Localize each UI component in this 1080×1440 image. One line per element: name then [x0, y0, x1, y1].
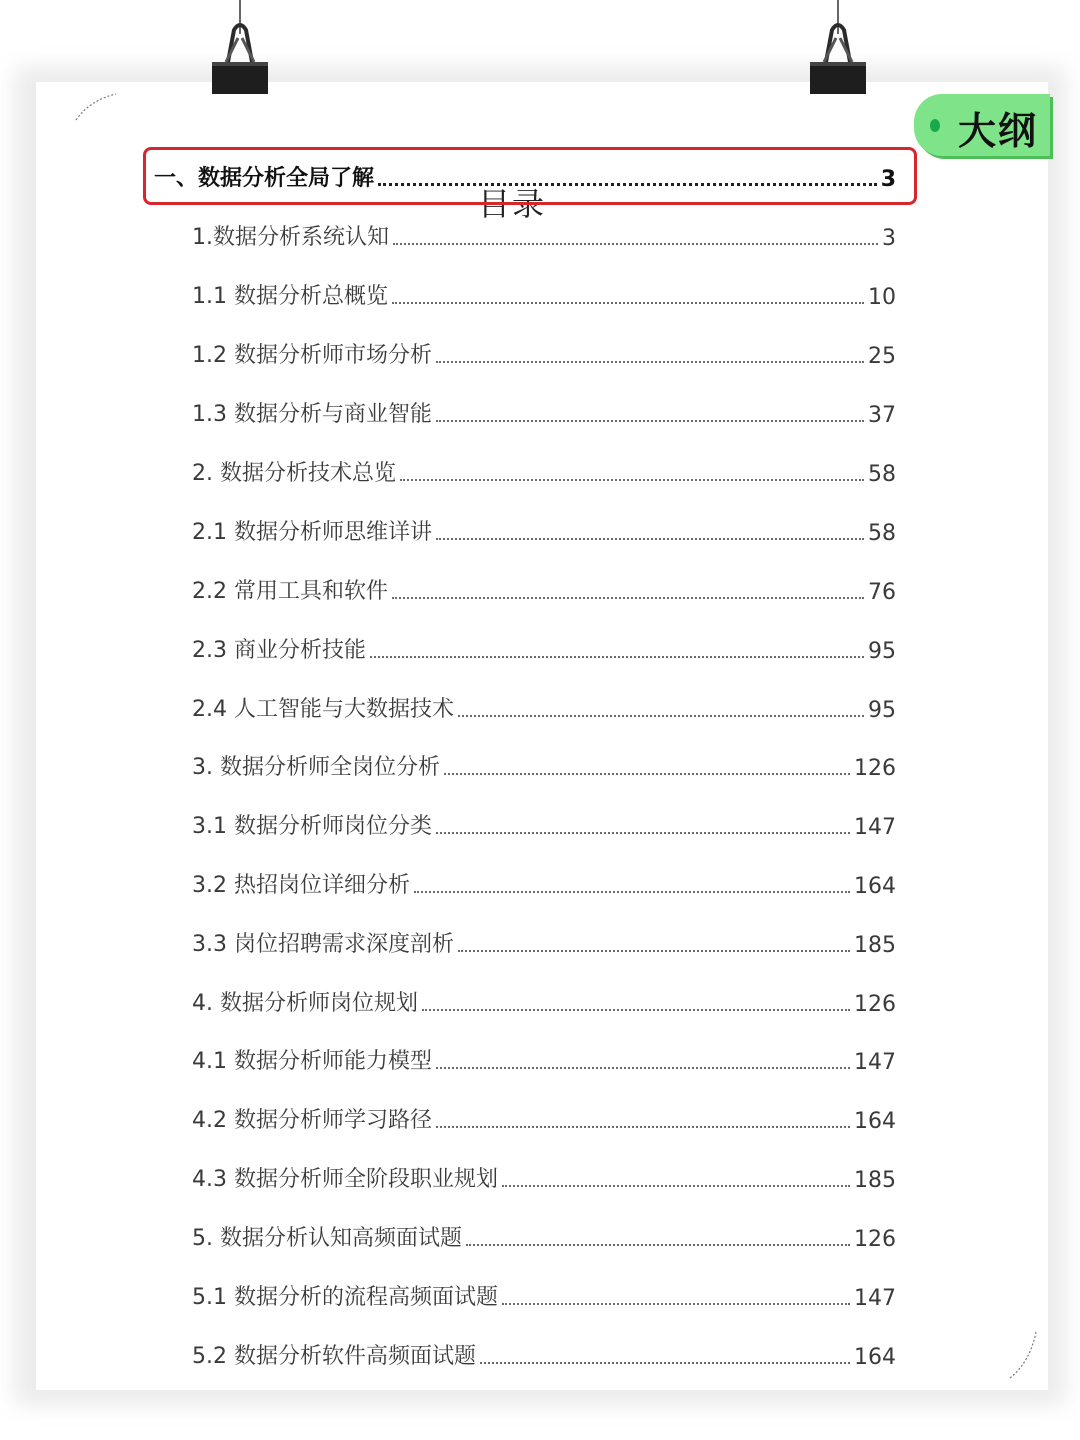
page-title: 目录 — [477, 185, 546, 223]
toc-entry-page: 164 — [854, 874, 896, 899]
toc-entry-page: 147 — [854, 1286, 896, 1311]
toc-leader — [378, 183, 877, 186]
toc-entry-row[interactable] — [192, 751, 896, 781]
toc-entry-label: 2.3 商业分析技能 — [192, 638, 366, 663]
toc-entry-row[interactable] — [192, 987, 896, 1017]
toc-entry-row[interactable] — [192, 221, 896, 251]
toc-leader — [436, 420, 864, 422]
toc-entry-label: 1.1 数据分析总概览 — [192, 284, 388, 309]
toc-entry-row[interactable] — [192, 575, 896, 605]
toc-entry-label: 2.4 人工智能与大数据技术 — [192, 697, 454, 722]
toc-entry-page: 185 — [854, 1168, 896, 1193]
toc-entry-label: 4.1 数据分析师能力模型 — [192, 1049, 432, 1074]
toc-entry-row[interactable] — [192, 280, 896, 310]
toc-entry-label: 4.2 数据分析师学习路径 — [192, 1108, 432, 1133]
toc-entry-row[interactable] — [192, 1281, 896, 1311]
toc-entry-row[interactable] — [192, 1104, 896, 1134]
toc-entry-label: 2. 数据分析技术总览 — [192, 461, 396, 486]
toc-entry-label: 1.数据分析系统认知 — [192, 225, 389, 250]
toc-entry-row[interactable] — [192, 1163, 896, 1193]
toc-entry-page: 164 — [854, 1345, 896, 1370]
toc-entry-page: 164 — [854, 1109, 896, 1134]
toc-entry-label: 5.1 数据分析的流程高频面试题 — [192, 1285, 498, 1310]
toc-entry-page: 37 — [868, 403, 896, 428]
toc-leader — [444, 773, 850, 775]
toc-entry-label: 5.2 数据分析软件高频面试题 — [192, 1344, 476, 1369]
toc-entry-row[interactable] — [192, 398, 896, 428]
toc-entry-page: 147 — [854, 815, 896, 840]
toc-leader — [414, 891, 850, 893]
toc-entry-label: 2.1 数据分析师思维详讲 — [192, 520, 432, 545]
toc-leader — [400, 479, 864, 481]
toc-entry-row[interactable] — [192, 1222, 896, 1252]
toc-entry-label: 4. 数据分析师岗位规划 — [192, 991, 418, 1016]
toc-entry-row[interactable] — [192, 457, 896, 487]
toc-entry-row[interactable] — [192, 928, 896, 958]
toc-chapter-row[interactable] — [154, 162, 896, 192]
toc-leader — [370, 656, 864, 658]
toc-entry-page: 25 — [868, 344, 896, 369]
toc-entry-page: 58 — [868, 521, 896, 546]
toc-entry-row[interactable] — [192, 516, 896, 546]
toc-entry-label: 3.3 岗位招聘需求深度剖析 — [192, 932, 454, 957]
toc-entry-row[interactable] — [192, 1045, 896, 1075]
toc-leader — [458, 715, 864, 717]
toc-entry-row[interactable] — [192, 869, 896, 899]
toc-entry-row[interactable] — [192, 339, 896, 369]
toc-entry-label: 1.3 数据分析与商业智能 — [192, 402, 432, 427]
toc-entry-row[interactable] — [192, 693, 896, 723]
toc-entry-label: 1.2 数据分析师市场分析 — [192, 343, 432, 368]
toc-leader — [436, 361, 864, 363]
toc-chapter-label: 一、数据分析全局了解 — [154, 166, 375, 191]
toc-entry-page: 147 — [854, 1050, 896, 1075]
toc-leader — [466, 1244, 850, 1246]
toc-entry-page: 95 — [868, 698, 896, 723]
toc-entry-row[interactable] — [192, 1340, 896, 1370]
toc-leader — [458, 950, 850, 952]
toc-leader — [436, 832, 850, 834]
toc-leader — [436, 1126, 850, 1128]
toc-entry-label: 3. 数据分析师全岗位分析 — [192, 755, 440, 780]
toc-entry-page: 10 — [868, 285, 896, 310]
toc-leader — [392, 302, 864, 304]
toc-entry-page: 95 — [868, 639, 896, 664]
toc-leader — [422, 1009, 850, 1011]
toc-leader — [502, 1185, 850, 1187]
toc-entry-label: 3.1 数据分析师岗位分类 — [192, 814, 432, 839]
toc-leader — [393, 243, 878, 245]
toc-leader — [436, 1067, 850, 1069]
toc-entry-page: 185 — [854, 933, 896, 958]
toc-chapter-page: 3 — [880, 167, 896, 192]
toc-entry-page: 126 — [854, 992, 896, 1017]
toc-leader — [436, 538, 864, 540]
toc-entry-page: 126 — [854, 1227, 896, 1252]
toc-leader — [480, 1362, 850, 1364]
toc-entry-page: 126 — [854, 756, 896, 781]
outline-tag-label: 大纲 — [958, 109, 1039, 153]
toc-entry-row[interactable] — [192, 810, 896, 840]
toc-entry-row[interactable] — [192, 634, 896, 664]
toc-entry-label: 4.3 数据分析师全阶段职业规划 — [192, 1167, 498, 1192]
toc-leader — [392, 597, 864, 599]
toc-entry-label: 5. 数据分析认知高频面试题 — [192, 1226, 462, 1251]
toc-entry-page: 58 — [868, 462, 896, 487]
toc-leader — [502, 1303, 850, 1305]
toc-entry-page: 76 — [868, 580, 896, 605]
toc-entry-label: 2.2 常用工具和软件 — [192, 579, 388, 604]
toc-entry-label: 3.2 热招岗位详细分析 — [192, 873, 410, 898]
toc-entry-page: 3 — [882, 226, 896, 251]
